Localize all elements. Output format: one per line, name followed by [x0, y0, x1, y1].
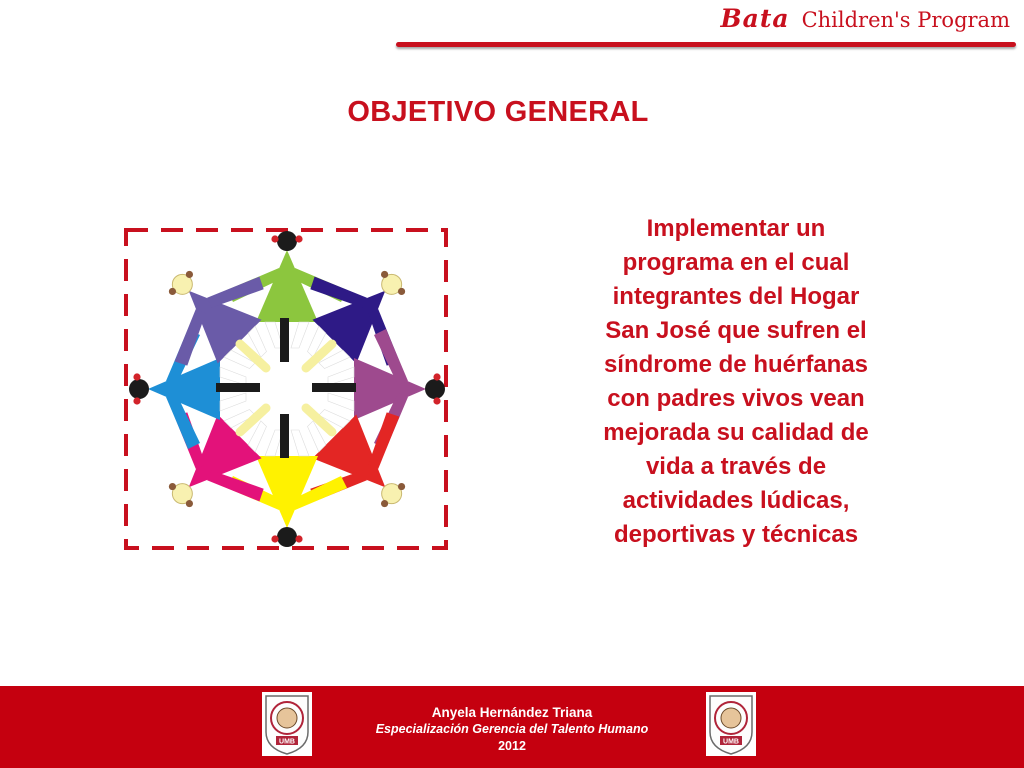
objective-line: programa en el cual: [622, 249, 850, 276]
objective-line: con padres vivos vean: [607, 385, 865, 412]
children-circle-icon: [120, 222, 454, 556]
objective-line: San José que sufren el: [605, 317, 867, 344]
footer-credits: [330, 704, 694, 755]
program-name: Children's Program: [801, 8, 1010, 32]
objective-line: actividades lúdicas,: [622, 487, 850, 514]
author-name: Anyela Hernández Triana: [431, 705, 593, 720]
objective-text: [566, 212, 906, 552]
objective-line: mejorada su calidad de: [603, 419, 869, 446]
university-seal-right: [706, 692, 756, 756]
brand-logo: Bata: [720, 4, 790, 33]
header-rule: [396, 42, 1016, 47]
objective-line: vida a través de: [645, 453, 827, 480]
objective-line: síndrome de huérfanas: [603, 351, 869, 378]
objective-line: deportivas y técnicas: [613, 521, 859, 548]
objective-line: Implementar un: [646, 215, 826, 242]
university-seal-left: [262, 692, 312, 756]
svg-text:UMB: UMB: [723, 738, 739, 746]
brand-header: [721, 4, 1011, 38]
slide-title: OBJETIVO GENERAL: [347, 96, 649, 128]
program-subtitle: Especialización Gerencia del Talento Humano: [375, 722, 649, 736]
svg-text:UMB: UMB: [279, 738, 295, 746]
figures-group: [129, 231, 445, 547]
footer-year: 2012: [498, 739, 526, 753]
objective-line: integrantes del Hogar: [612, 283, 860, 310]
